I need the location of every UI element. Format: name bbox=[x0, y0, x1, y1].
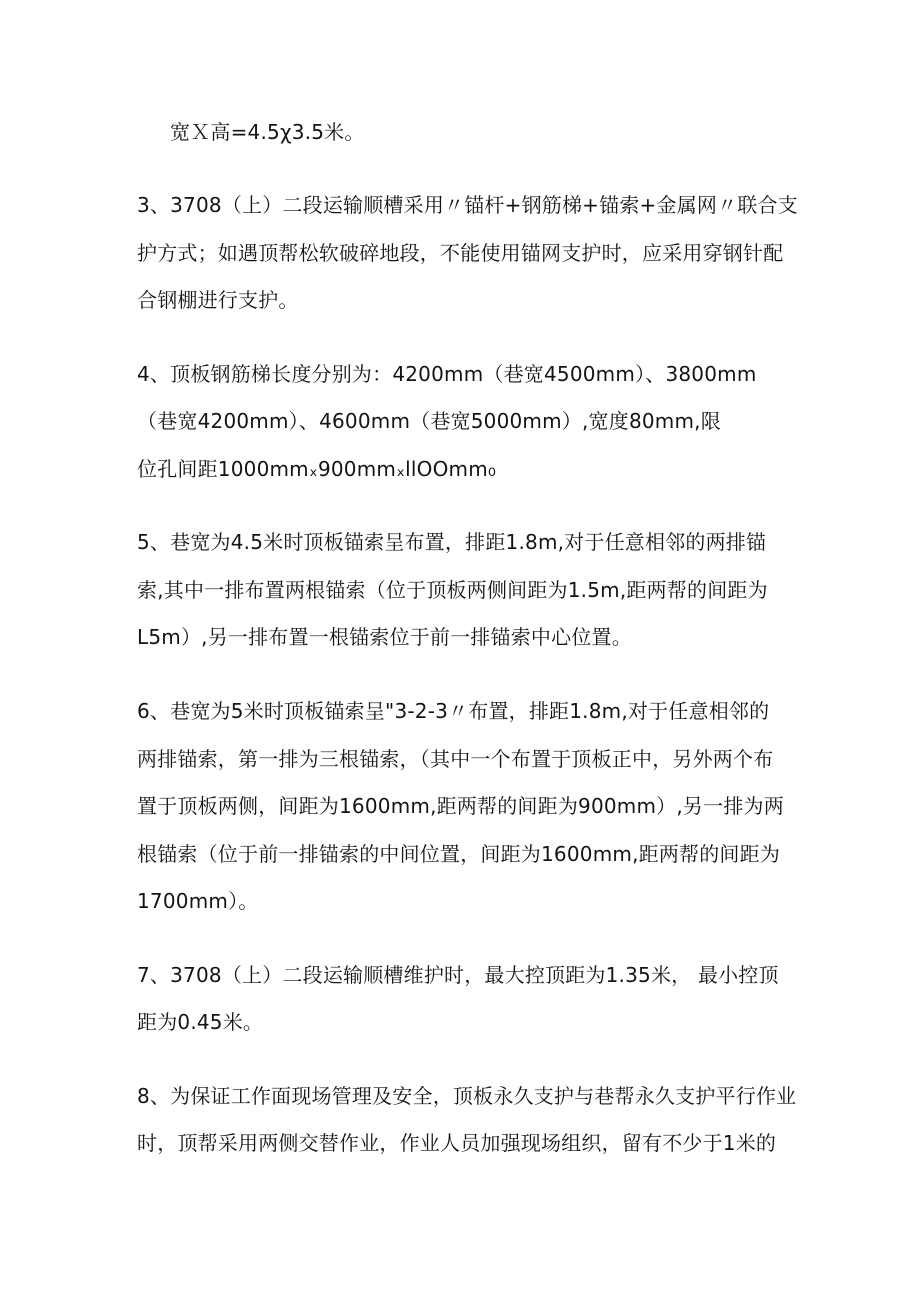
paragraph-line: 置于顶板两侧，间距为1600mm,距两帮的间距为900mm）,另一排为两 bbox=[137, 794, 784, 818]
continuation-line: 宽Ｘ高=4.5χ3.5米。 bbox=[170, 120, 365, 144]
paragraph-line: 5、巷宽为4.5米时顶板锚索呈布置，排距1.8m,对于任意相邻的两排锚 bbox=[137, 530, 767, 554]
paragraph-line: 3、3708（上）二段运输顺槽采用〃锚杆+钢筋梯+锚索+金属网〃联合支 bbox=[137, 193, 798, 217]
paragraph-line: 4、顶板钢筋梯长度分别为：4200mm（巷宽4500mm）、3800mm bbox=[137, 362, 757, 386]
paragraph-line: （巷宽4200mm）、4600mm（巷宽5000mm）,宽度80mm,限 bbox=[137, 409, 721, 433]
paragraph-line: 距为0.45米。 bbox=[137, 1010, 264, 1034]
paragraph-line: 合钢棚进行支护。 bbox=[137, 288, 299, 312]
paragraph-line: 根锚索（位于前一排锚索的中间位置，间距为1600mm,距两帮的间距为 bbox=[137, 842, 781, 866]
paragraph-line: 索,其中一排布置两根锚索（位于顶板两侧间距为1.5m,距两帮的间距为 bbox=[137, 578, 768, 602]
paragraph-line: 位孔间距1000mmₓ900mmₓllOOmm₀ bbox=[137, 457, 497, 481]
paragraph-line: 时，顶帮采用两侧交替作业，作业人员加强现场组织，留有不少于1米的 bbox=[137, 1131, 777, 1155]
paragraph-line: L5m）,另一排布置一根锚索位于前一排锚索中心位置。 bbox=[137, 625, 632, 649]
paragraph-line: 7、3708（上）二段运输顺槽维护时，最大控顶距为1.35米， 最小控顶 bbox=[137, 963, 779, 987]
paragraph-line: 护方式；如遇顶帮松软破碎地段，不能使用锚网支护时，应采用穿钢针配 bbox=[137, 241, 784, 265]
paragraph-line: 两排锚索，第一排为三根锚索，（其中一个布置于顶板正中，另外两个布 bbox=[137, 747, 774, 771]
paragraph-line: 6、巷宽为5米时顶板锚索呈"3-2-3〃布置，排距1.8m,对于任意相邻的 bbox=[137, 699, 770, 723]
paragraph-line: 8、为保证工作面现场管理及安全，顶板永久支护与巷帮永久支护平行作业 bbox=[137, 1084, 797, 1108]
paragraph-line: 1700mm）。 bbox=[137, 889, 259, 913]
